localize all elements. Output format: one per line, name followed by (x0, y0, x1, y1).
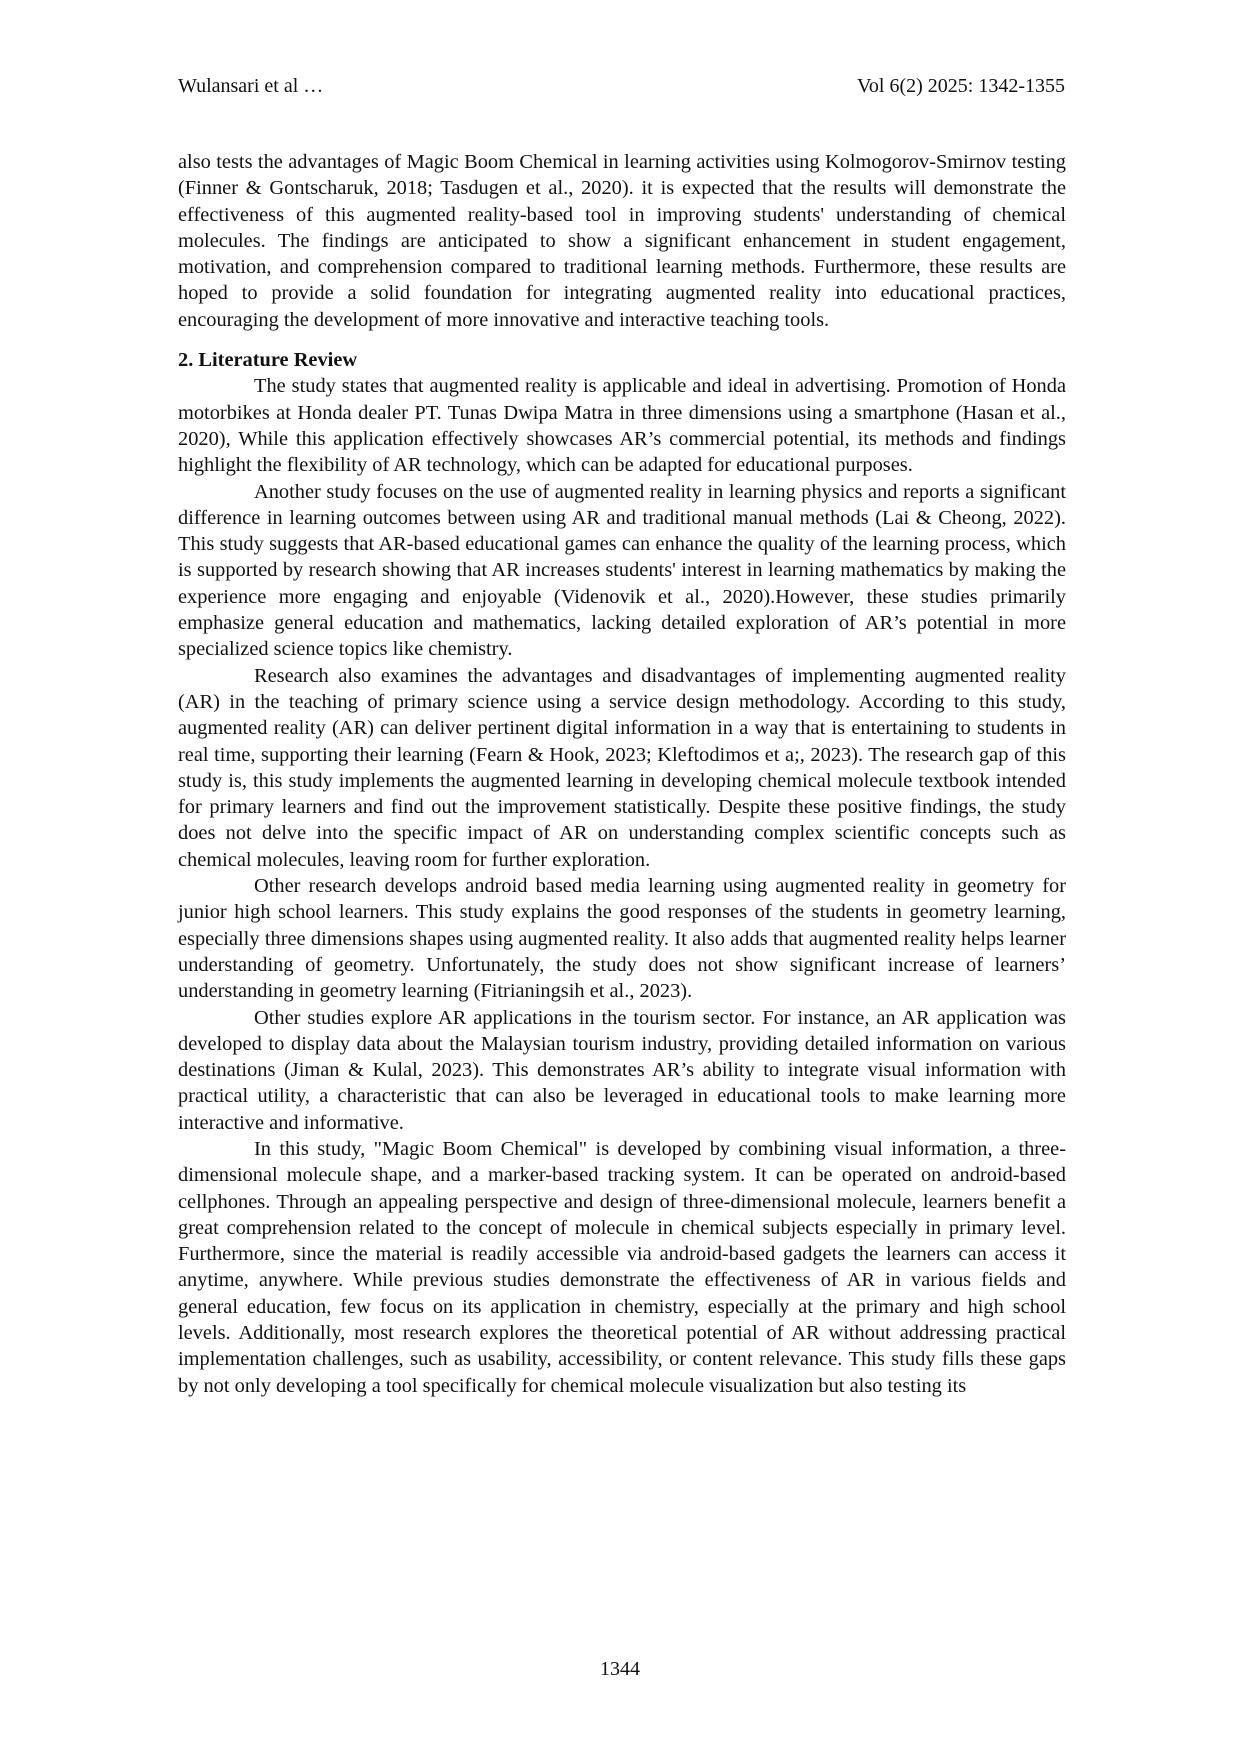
paragraph-honda-ar: The study states that augmented reality is applicable and ideal in advertising. Promotion of Honda motorbikes at Honda dealer PT. Tunas Dwipa Matra in three dimensions using a smartphone (Hasan et al., 2020), While this application effectively showcases AR’s commercial potential, its methods and findings highlight the flexibility of AR technology, which can be adapted for educational purposes. (178, 375, 1066, 477)
header-authors: Wulansari et al … (178, 75, 324, 97)
header-citation: Vol 6(2) 2025: 1342-1355 (857, 75, 1065, 97)
page-number: 1344 (600, 1658, 640, 1680)
paragraph-physics-ar: Another study focuses on the use of augmented reality in learning physics and reports a significant difference in learning outcomes between using AR and traditional manual methods (Lai & Cheong, 2022). This study suggests that AR-based educational games can enhance the quality of the learning process, which is supported by research showing that AR increases students' interest in learning mathematics by making the experience more engaging and enjoyable (Videnovik et al., 2020).However, these studies primarily emphasize general education and mathematics, lacking detailed exploration of AR’s potential in more specialized science topics like chemistry. (178, 480, 1066, 661)
paragraph-tourism-ar: Other studies explore AR applications in the tourism sector. For instance, an AR application was developed to display data about the Malaysian tourism industry, providing detailed information on various destinations (Jiman & Kulal, 2023). This demonstrates AR’s ability to integrate visual information with practical utility, a characteristic that can also be leveraged in educational tools to make learning more interactive and informative. (178, 1006, 1066, 1134)
paragraph-primary-science-ar: Research also examines the advantages and disadvantages of implementing augmented reality (AR) in the teaching of primary science using a service design methodology. According to this study, augmented reality (AR) can deliver pertinent digital information in a way that is entertaining to students in real time, supporting their learning (Fearn & Hook, 2023; Kleftodimos et a;, 2023). The research gap of this study is, this study implements the augmented learning in developing chemical molecule textbook intended for primary learners and find out the improvement statistically. Despite these positive findings, the study does not delve into the specific impact of AR on understanding complex scientific concepts such as chemical molecules, leaving room for further exploration. (178, 664, 1066, 871)
intro-paragraph: also tests the advantages of Magic Boom Chemical in learning activities using Kolmogorov-Smirnov testing (Finner & Gontscharuk, 2018; Tasdugen et al., 2020). it is expected that the results will demonstrate the effectiveness of this augmented reality-based tool in improving students' understanding of chemical molecules. The findings are anticipated to show a significant enhancement in student engagement, motivation, and comprehension compared to traditional learning methods. Furthermore, these results are hoped to provide a solid foundation for integrating augmented reality into educational practices, encouraging the development of more innovative and interactive teaching tools. (178, 151, 1066, 331)
paragraph-geometry-ar: Other research develops android based media learning using augmented reality in geometry for junior high school learners. This study explains the good responses of the students in geometry learning, especially three dimensions shapes using augmented reality. It also adds that augmented reality helps learner understanding of geometry. Unfortunately, the study does not show significant increase of learners’ understanding in geometry learning (Fitrianingsih et al., 2023). (178, 875, 1066, 1003)
section-heading: 2. Literature Review (178, 349, 358, 372)
paragraph-magic-boom-chemical: In this study, "Magic Boom Chemical" is developed by combining visual information, a three-dimensional molecule shape, and a marker-based tracking system. It can be operated on android-based cellphones. Through an appealing perspective and design of three-dimensional molecule, learners benefit a great comprehension related to the concept of molecule in chemical subjects especially in primary level. Furthermore, since the material is readily accessible via android-based gadgets the learners can access it anytime, anywhere. While previous studies demonstrate the effectiveness of AR in various fields and general education, few focus on its application in chemistry, especially at the primary and high school levels. Additionally, most research explores the theoretical potential of AR without addressing practical implementation challenges, such as usability, accessibility, or content relevance. This study fills these gaps by not only developing a tool specifically for chemical molecule visualization but also testing its (178, 1137, 1066, 1397)
body-text (178, 149, 1066, 1399)
running-header (178, 74, 1065, 98)
